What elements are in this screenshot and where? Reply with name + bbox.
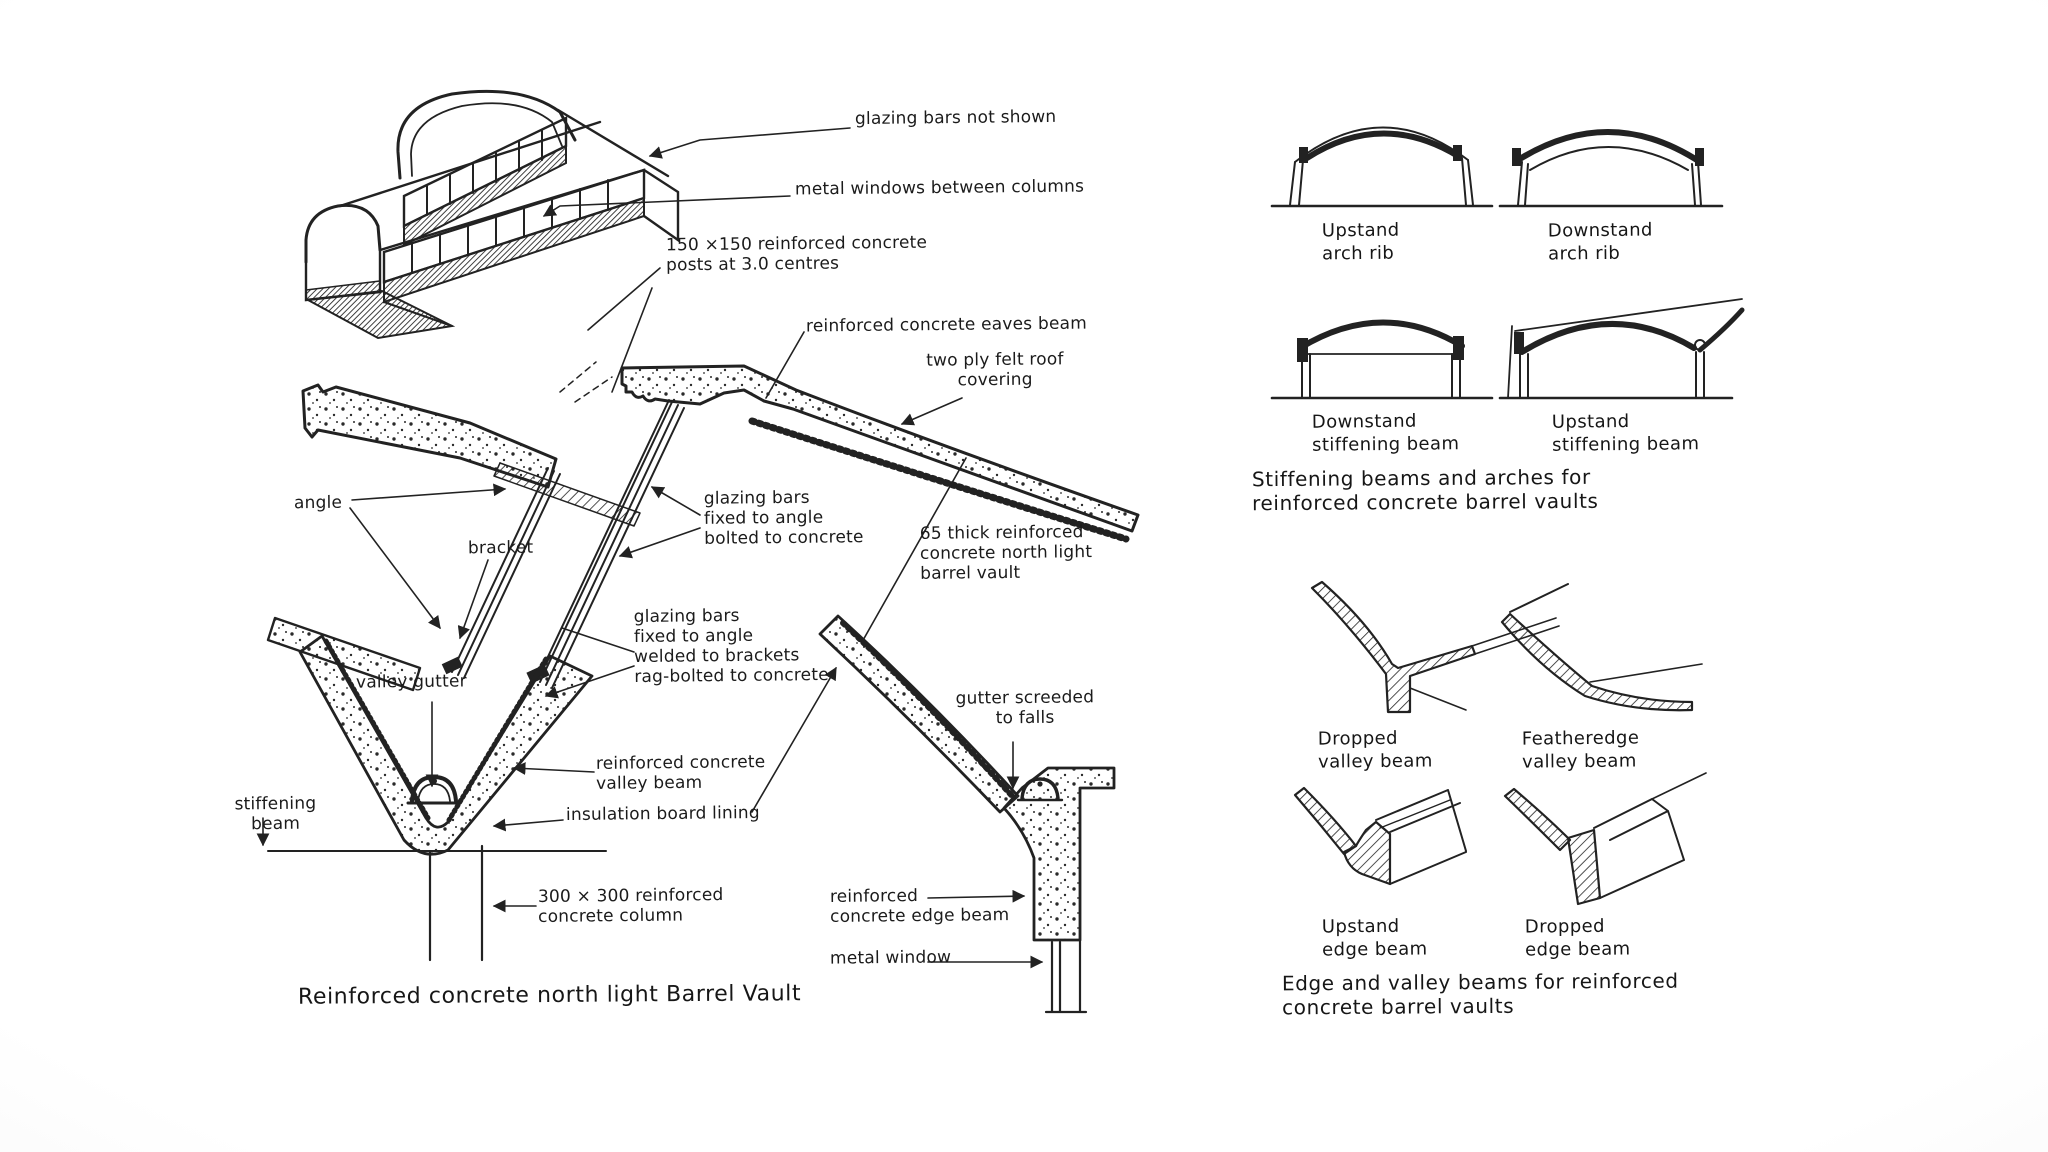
metal-window-lines [1046, 940, 1086, 1012]
stiffening-panel-caption: Stiffening beams and arches for reinforced concrete barrel vaults [1251, 464, 1599, 516]
callout-glazing-welded: glazing bars fixed to angle welded to brackets rag-bolted to concrete [633, 605, 829, 688]
callout-gutter-falls: gutter screeded to falls [955, 687, 1095, 729]
callout-angle: angle [293, 492, 343, 514]
label-upstand-edge-beam: Upstand edge beam [1321, 915, 1428, 961]
callout-metal-window: metal window [829, 947, 952, 969]
downstand-stiffening-beam-figure [1297, 322, 1464, 398]
upstand-edge-beam-figure [1295, 788, 1466, 884]
callout-column: 300 × 300 reinforced concrete column [537, 885, 724, 928]
callout-stiffening-beam: stiffening beam [234, 793, 317, 835]
callout-glazing-bars-not-shown: glazing bars not shown [854, 106, 1057, 130]
eaves-beam-slab [622, 366, 1138, 531]
label-upstand-arch-rib: Upstand arch rib [1321, 219, 1400, 264]
dropped-edge-beam-figure [1505, 773, 1706, 904]
label-downstand-stiffening-beam: Downstand stiffening beam [1311, 410, 1460, 456]
beams-panel-caption: Edge and valley beams for reinforced concrete barrel vaults [1281, 968, 1679, 1020]
callout-felt-covering: two ply felt roof covering [926, 349, 1064, 391]
label-downstand-arch-rib: Downstand arch rib [1547, 219, 1653, 265]
upstand-arch-rib-figure [1290, 127, 1473, 205]
callout-edge-beam: reinforced concrete edge beam [829, 886, 1010, 927]
featheredge-valley-beam-figure [1502, 584, 1702, 710]
label-dropped-edge-beam: Dropped edge beam [1524, 915, 1631, 961]
dropped-valley-beam-figure [1312, 582, 1559, 712]
callout-valley-gutter: valley gutter [355, 671, 467, 693]
label-upstand-stiffening-beam: Upstand stiffening beam [1551, 410, 1700, 456]
callout-valley-beam: reinforced concrete valley beam [595, 752, 766, 794]
downstand-arch-rib-figure [1512, 132, 1704, 205]
label-featheredge-valley-beam: Featheredge valley beam [1521, 727, 1640, 773]
callout-vault-65-thick: 65 thick reinforced concrete north light barrel vault [919, 522, 1093, 584]
callout-insulation-lining: insulation board lining [565, 802, 760, 826]
upstand-stiffening-beam-figure [1508, 299, 1742, 398]
label-dropped-valley-beam: Dropped valley beam [1317, 727, 1433, 773]
callout-bracket: bracket [467, 537, 534, 559]
callout-metal-windows: metal windows between columns [794, 176, 1085, 200]
callout-posts: 150 ×150 reinforced concrete posts at 3.0 centres [665, 232, 928, 276]
column-lines [430, 846, 482, 960]
main-drawing-caption: Reinforced concrete north light Barrel Vault [297, 981, 802, 1010]
callout-glazing-bolted: glazing bars fixed to angle bolted to concrete [703, 487, 864, 549]
callout-eaves-beam: reinforced concrete eaves beam [805, 313, 1088, 337]
